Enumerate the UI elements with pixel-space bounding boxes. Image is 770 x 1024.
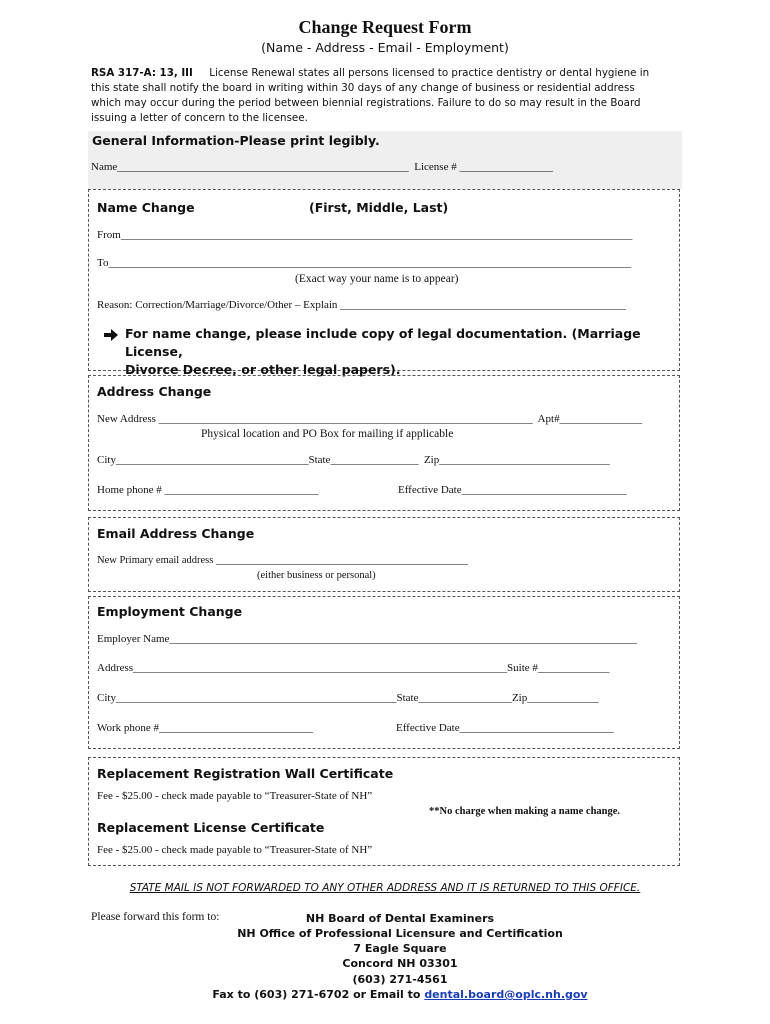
email-change-title: Email Address Change [97,526,255,541]
name-from-field[interactable]: From_____________________________________________________________________________________________ [97,229,633,241]
new-address-field[interactable]: New Address ____________________________________________________________________ Apt#_______________ [97,413,643,425]
city-address: Concord NH 03301 [342,957,458,970]
address-change-title: Address Change [97,384,212,399]
name-change-note-line-2: Divorce Decree, or other legal papers). [125,362,401,377]
intro-line-2: this state shall notify the board in writing within 30 days of any change of business or residential address [91,82,635,94]
employer-city-field[interactable]: City___________________________________________________State_________________Zip_____________ [97,692,599,704]
address-effective-date-field[interactable]: Effective Date______________________________ [398,484,627,496]
intro-line-3: which may occur during the period between biennial registrations. Failure to do so may result in the Board [91,97,641,109]
new-email-field[interactable]: New Primary email address ________________________________________________ [97,555,468,566]
page-subtitle: (Name - Address - Email - Employment) [261,40,509,55]
email-change-section [88,517,680,592]
name-change-title: Name Change [97,200,195,215]
office-phone: (603) 271-4561 [352,973,448,986]
street-address: 7 Eagle Square [353,942,447,955]
employment-effective-date-field[interactable]: Effective Date____________________________ [396,722,614,734]
email-hint: (either business or personal) [257,570,376,581]
intro-paragraph [91,66,681,126]
intro-line-1: License Renewal states all persons licensed to practice dentistry or dental hygiene in [209,67,650,79]
general-info-section [88,131,682,189]
employment-change-title: Employment Change [97,604,243,619]
board-name: NH Board of Dental Examiners [305,912,495,925]
employment-change-section [88,596,680,749]
employer-address-field[interactable]: Address____________________________________________________________________Suite #_____________ [97,662,610,674]
fax-text: Fax to (603) 271-6702 or Email to [212,988,421,1001]
no-charge-note: **No charge when making a name change. [429,806,621,817]
physical-location-hint: Physical location and PO Box for mailing if applicable [201,428,454,440]
office-name: NH Office of Professional Licensure and Certification [237,927,563,940]
name-change-note-line-1: For name change, please include copy of legal documentation. (Marriage License, [125,326,641,359]
mail-warning: STATE MAIL IS NOT FORWARDED TO ANY OTHER ADDRESS AND IT IS RETURNED TO THIS OFFICE. [129,882,641,894]
name-to-field[interactable]: To_______________________________________________________________________________________________ [97,257,631,269]
home-phone-field[interactable]: Home phone # ____________________________ [97,484,319,496]
page-title: Change Request Form [298,17,472,37]
license-certificate-fee: Fee - $25.00 - check made payable to “Treasurer-State of NH” [97,844,373,856]
work-phone-field[interactable]: Work phone #____________________________ [97,722,314,734]
reason-field[interactable]: Reason: Correction/Marriage/Divorce/Other – Explain ____________________________________________________ [97,299,627,311]
wall-certificate-fee: Fee - $25.00 - check made payable to “Treasurer-State of NH” [97,790,373,802]
arrow-right-icon [103,327,119,341]
exact-name-hint: (Exact way your name is to appear) [295,273,459,285]
employer-name-field[interactable]: Employer Name_____________________________________________________________________________________ [97,633,637,645]
intro-line-4: issuing a letter of concern to the licensee. [91,112,308,124]
rsa-reference: RSA 317-A: 13, III [91,67,193,79]
name-license-field[interactable]: Name_____________________________________________________ License # _________________ [91,161,553,173]
name-change-hint: (First, Middle, Last) [309,200,449,215]
replacement-section [88,757,680,866]
address-city-field[interactable]: City___________________________________State________________ Zip_______________________________ [97,454,610,466]
name-change-note [125,325,679,379]
forward-label: Please forward this form to: [91,911,220,923]
fax-email-line [0,988,770,1001]
email-link[interactable]: dental.board@oplc.nh.gov [424,988,588,1001]
address-change-section [88,375,680,511]
license-certificate-title: Replacement License Certificate [97,820,325,835]
wall-certificate-title: Replacement Registration Wall Certificate [97,766,394,781]
name-change-section [88,189,680,377]
general-info-title: General Information-Please print legibly. [92,133,380,148]
